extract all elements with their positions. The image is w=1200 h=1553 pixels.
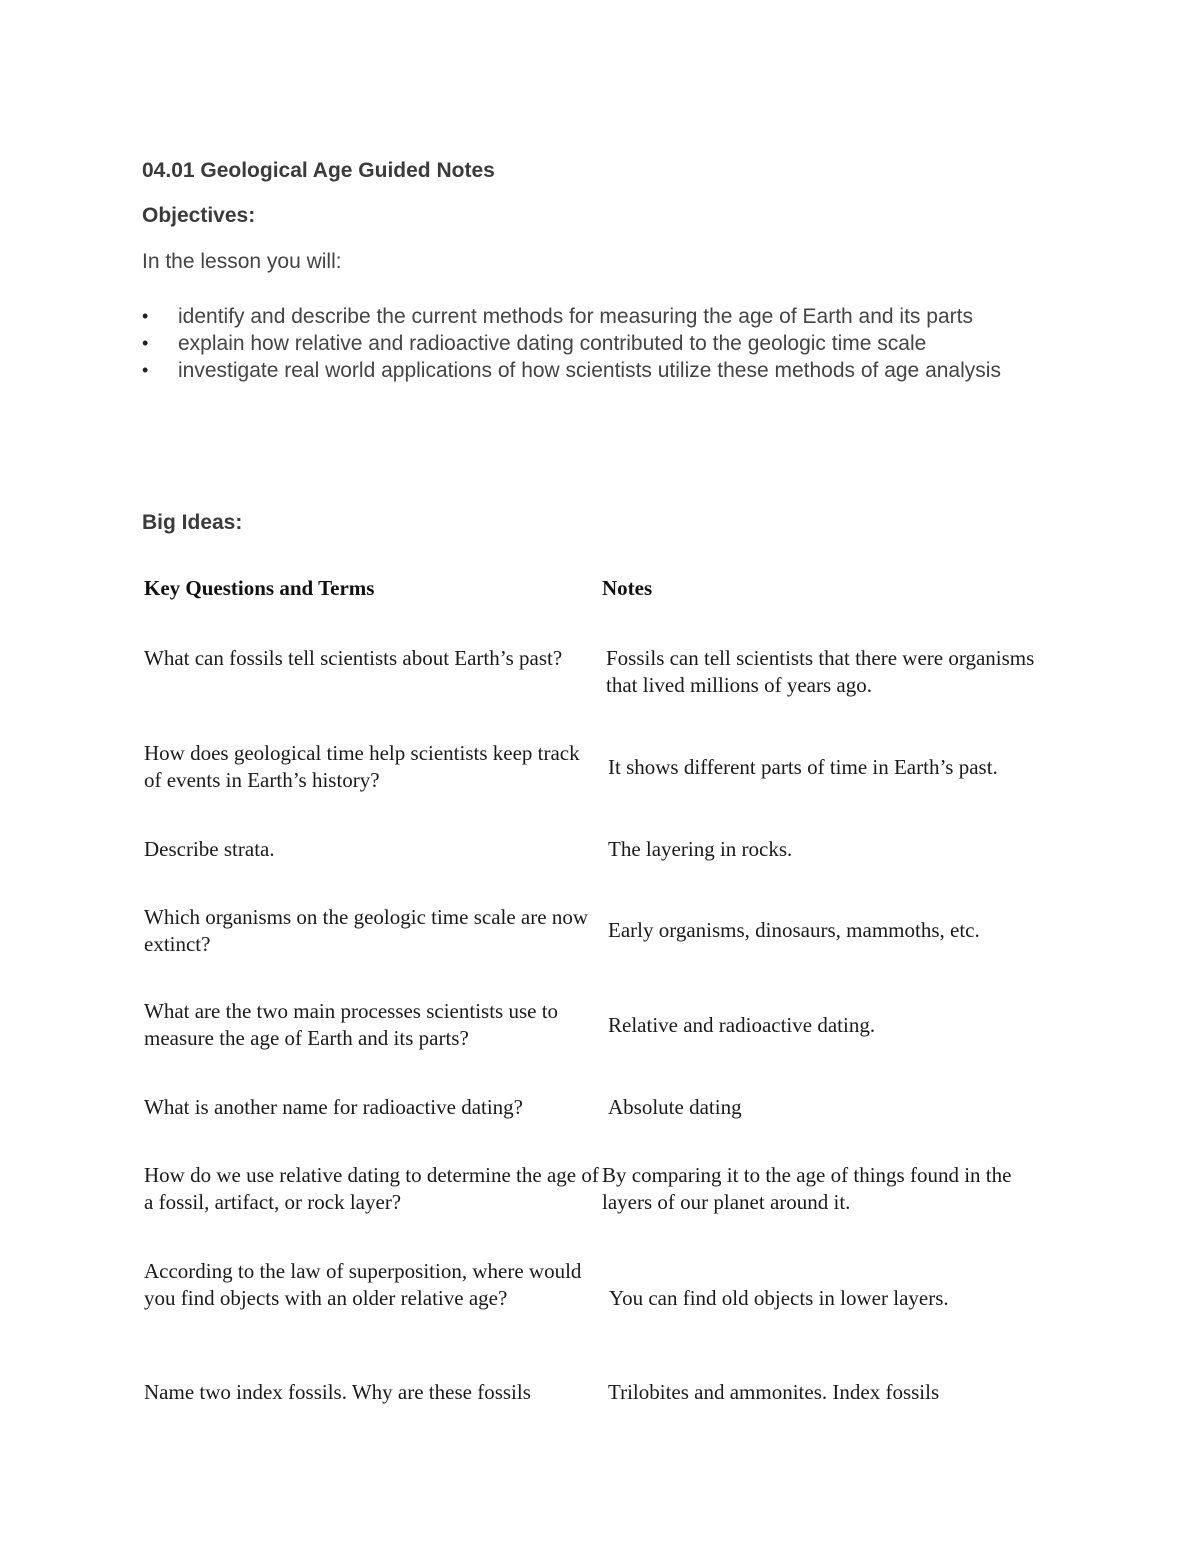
bullet-icon: •: [142, 333, 149, 353]
page-title: 04.01 Geological Age Guided Notes: [142, 159, 495, 182]
question-cell: Describe strata.: [144, 837, 275, 861]
note-cell: It shows different parts of time in Earth’s past.: [608, 755, 998, 779]
question-cell: According to the law of superposition, where would you find objects with an older relative age?: [144, 1259, 582, 1310]
question-cell: Name two index fossils. Why are these fossils: [144, 1380, 531, 1404]
question-cell: What is another name for radioactive dating?: [144, 1095, 524, 1119]
note-cell: By comparing it to the age of things found in the layers of our planet around it.: [602, 1163, 1012, 1214]
question-cell: How do we use relative dating to determine the age of a fossil, artifact, or rock layer?: [144, 1163, 599, 1214]
list-item: [142, 330, 1022, 357]
note-cell: Early organisms, dinosaurs, mammoths, etc.: [608, 918, 980, 942]
intro-text: In the lesson you will:: [142, 250, 342, 273]
question-cell: What are the two main processes scientists use to measure the age of Earth and its parts?: [144, 999, 559, 1050]
objective-text: explain how relative and radioactive dating contributed to the geologic time scale: [178, 332, 927, 355]
column-header-notes: Notes: [602, 576, 653, 600]
big-ideas-heading: Big Ideas:: [142, 511, 243, 534]
list-item: [142, 357, 1022, 384]
question-cell: How does geological time help scientists keep track of events in Earth’s history?: [144, 741, 580, 792]
bullet-icon: •: [142, 306, 149, 326]
column-header-questions: Key Questions and Terms: [144, 576, 375, 600]
question-cell: Which organisms on the geologic time scale are now extinct?: [144, 905, 588, 956]
objective-text: investigate real world applications of how scientists utilize these methods of age analysis: [178, 359, 1001, 382]
objectives-list: [142, 303, 1022, 384]
list-item: [142, 303, 1022, 330]
note-cell: The layering in rocks.: [608, 837, 793, 861]
bullet-icon: •: [142, 360, 149, 380]
note-cell: Fossils can tell scientists that there were organisms that lived millions of years ago.: [606, 646, 1035, 697]
note-cell: Absolute dating: [608, 1095, 742, 1119]
objective-text: identify and describe the current methods for measuring the age of Earth and its parts: [178, 305, 973, 328]
question-cell: What can fossils tell scientists about Earth’s past?: [144, 646, 563, 670]
objectives-heading: Objectives:: [142, 204, 256, 227]
note-cell: Trilobites and ammonites. Index fossils: [608, 1380, 940, 1404]
note-cell: Relative and radioactive dating.: [608, 1013, 876, 1037]
note-cell: You can find old objects in lower layers.: [609, 1286, 949, 1310]
